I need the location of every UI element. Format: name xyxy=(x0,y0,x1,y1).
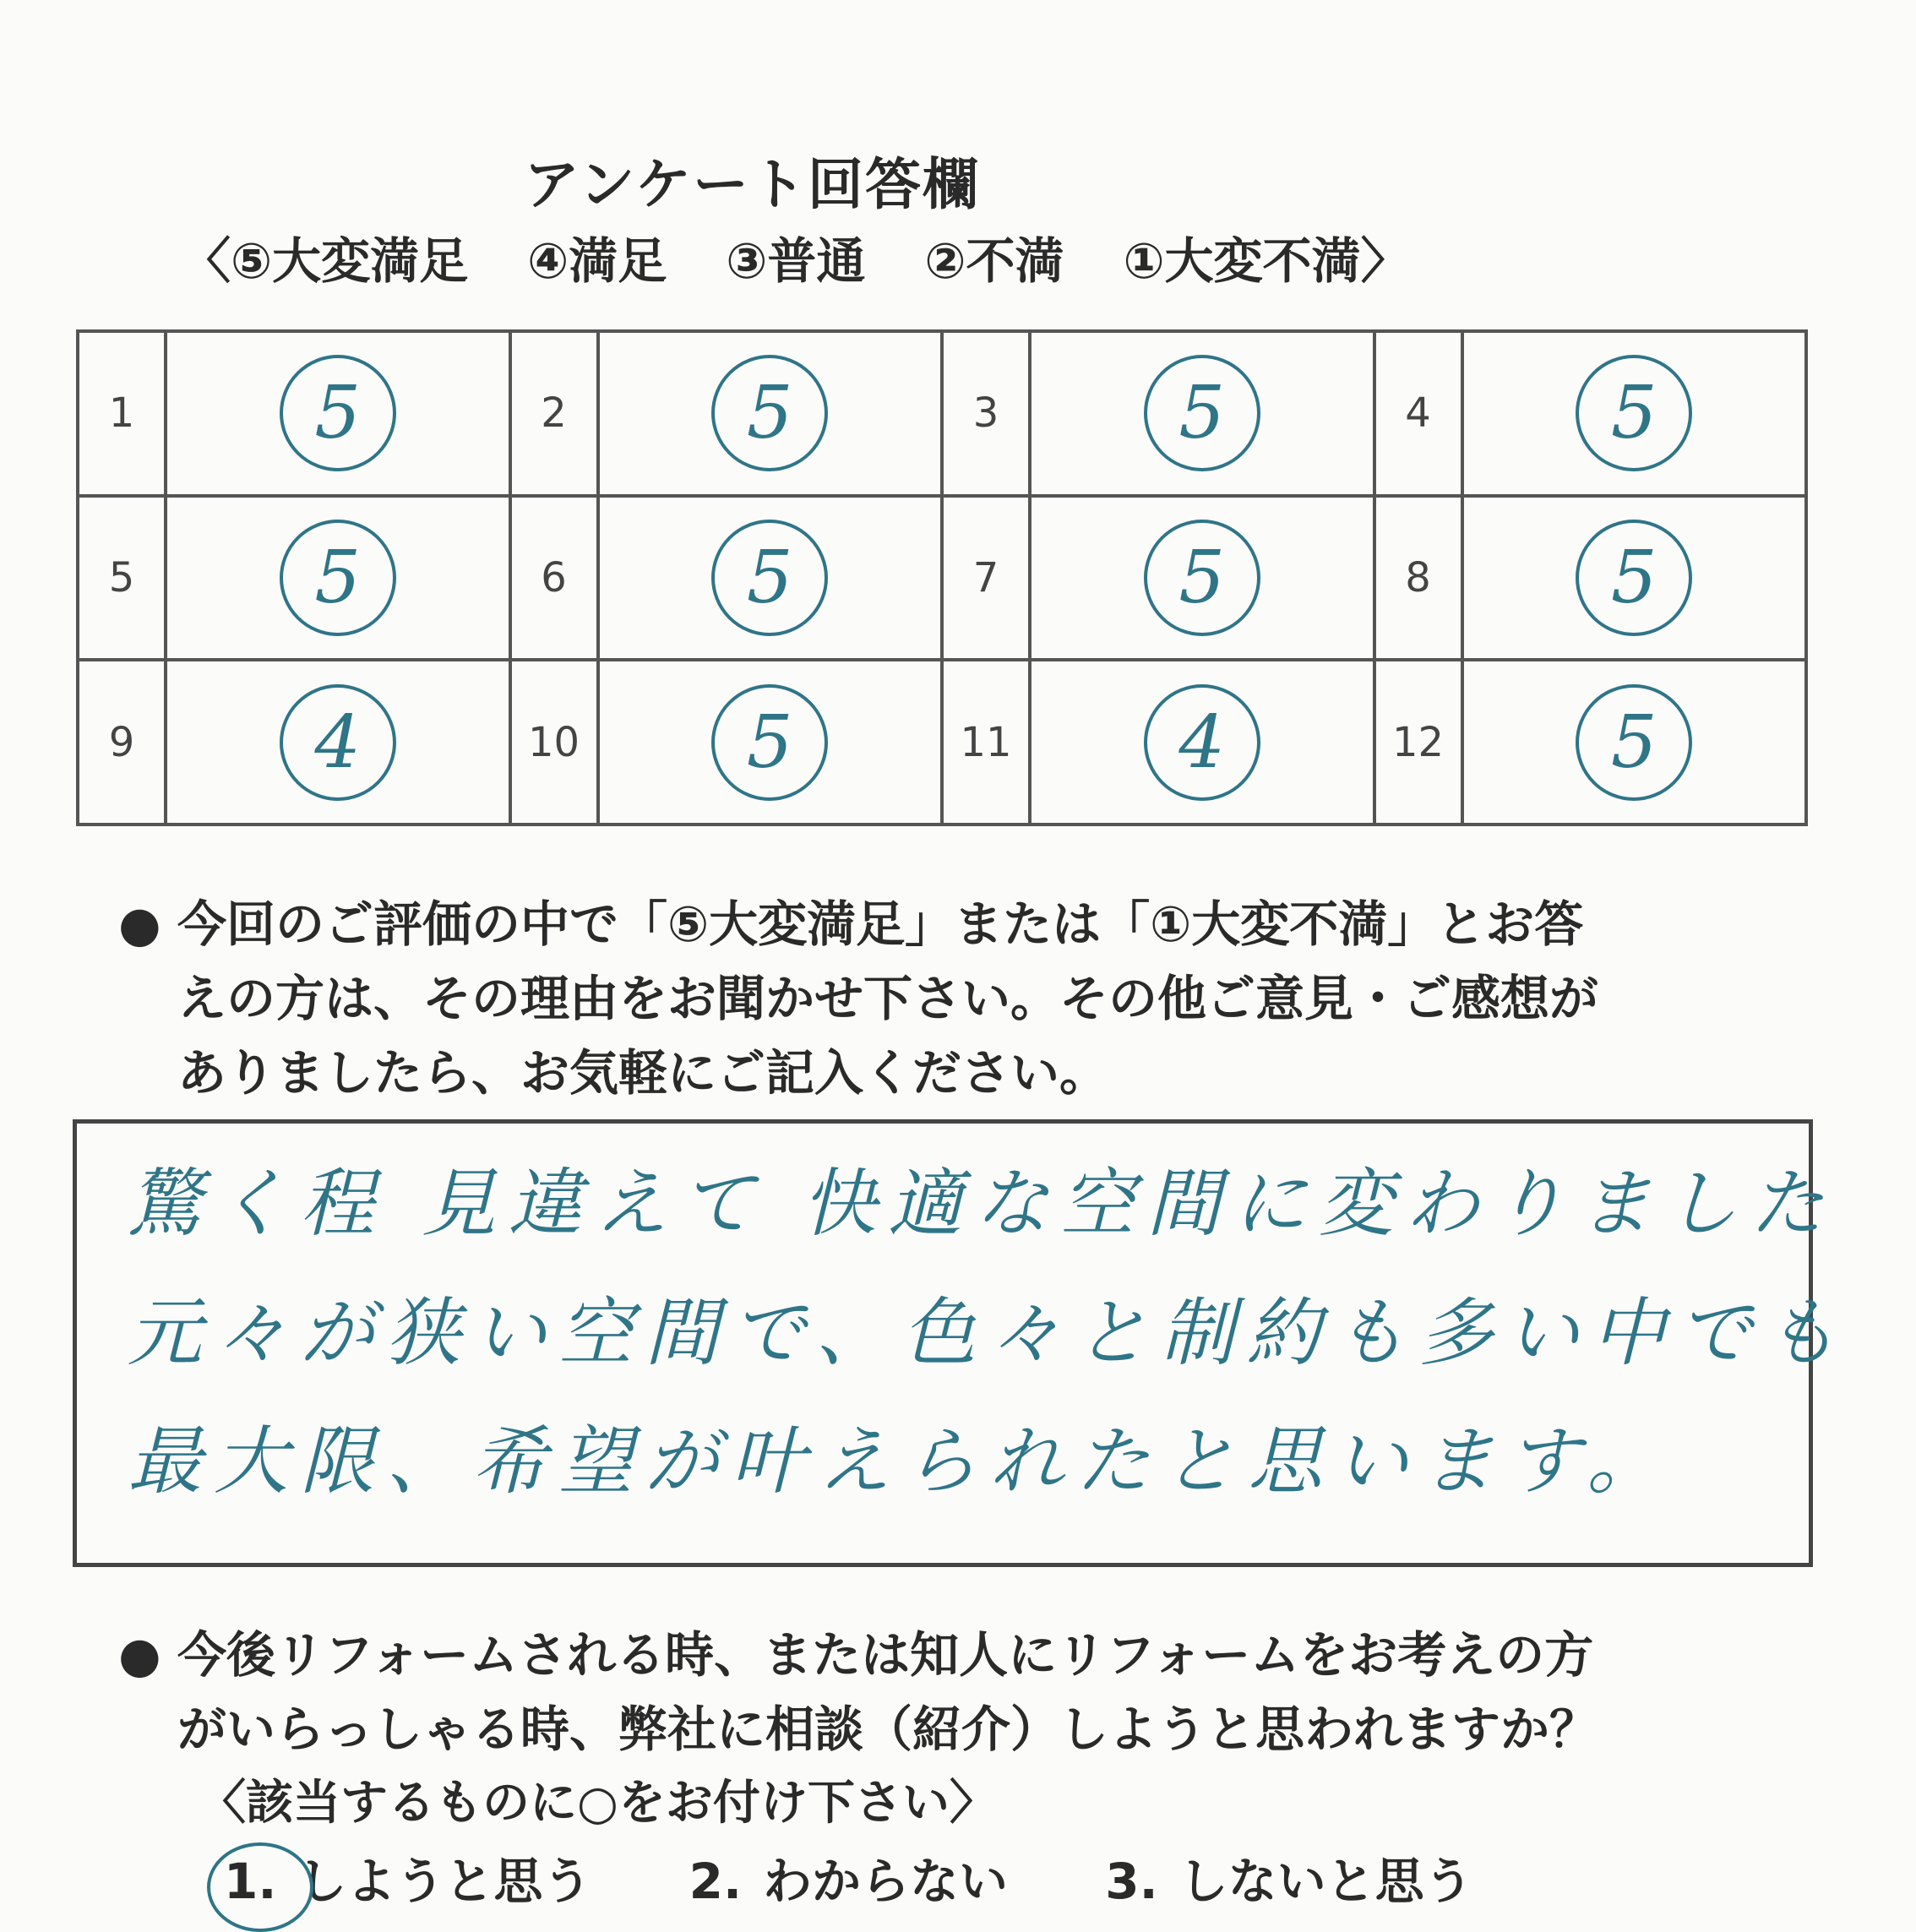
scale-close-bracket: 〉 xyxy=(1360,232,1410,290)
option-label: しないと思う xyxy=(1178,1853,1473,1910)
scale-item-4: ④満足 xyxy=(527,232,667,290)
circled-answer: 5 xyxy=(1144,520,1260,636)
option-3[interactable] xyxy=(1105,1853,1472,1910)
bullet-icon: ● xyxy=(118,895,161,953)
answer-cell[interactable] xyxy=(598,331,943,496)
option-2[interactable] xyxy=(689,1853,1026,1910)
answer-cell[interactable] xyxy=(1030,660,1374,825)
answer-cell[interactable] xyxy=(1030,331,1374,496)
scale-item-2: ②不満 xyxy=(924,232,1064,290)
circled-answer: 5 xyxy=(711,355,828,471)
scale-open-bracket: 〈 xyxy=(182,232,231,290)
answer-cell[interactable] xyxy=(1030,496,1374,661)
question-number: 9 xyxy=(78,660,166,825)
question-number: 7 xyxy=(942,496,1030,661)
answer-cell[interactable] xyxy=(1462,331,1807,496)
answer-cell[interactable] xyxy=(598,496,943,661)
comment-question xyxy=(118,887,1808,1110)
question-number: 4 xyxy=(1374,331,1462,496)
scale-item-5: ⑤大変満足 xyxy=(231,232,469,290)
circled-answer: 5 xyxy=(1576,520,1692,636)
question-line: がいらっしゃる時、弊社に相談（紹介）しようと思われますか？ xyxy=(177,1701,1599,1758)
option-number: 2. xyxy=(689,1853,742,1910)
circled-answer: 5 xyxy=(1576,355,1692,471)
question-number: 6 xyxy=(510,496,598,661)
handwritten-comment-line: 元々が狭い空間で、色々と制約も多い中でも xyxy=(128,1289,1850,1376)
bullet-icon: ● xyxy=(118,1626,161,1684)
comment-box[interactable] xyxy=(73,1119,1850,1567)
answer-cell[interactable] xyxy=(598,660,943,825)
question-line: 今後リフォームされる時、または知人にリフォームをお考えの方 xyxy=(177,1626,1594,1684)
answer-cell[interactable] xyxy=(166,331,510,496)
answer-cell[interactable] xyxy=(166,660,510,825)
circled-answer: 4 xyxy=(280,684,396,801)
selection-circle-icon xyxy=(207,1842,313,1932)
referral-question xyxy=(118,1618,1808,1766)
scale-item-1: ①大変不満 xyxy=(1123,232,1361,290)
scale-item-3: ③普通 xyxy=(726,232,866,290)
circled-answer: 5 xyxy=(711,684,828,801)
option-label: しようと思う xyxy=(297,1853,592,1910)
handwritten-comment-line: 驚く程 見違えて 快適な空間に変わりました xyxy=(128,1160,1836,1247)
question-number: 10 xyxy=(510,660,598,825)
answer-cell[interactable] xyxy=(166,496,510,661)
question-line: えの方は、その理由をお聞かせ下さい。その他ご意見・ご感想が xyxy=(177,970,1599,1027)
circled-answer: 5 xyxy=(1144,355,1260,471)
handwritten-comment-line: 最大限、希望が叶えられたと思います。 xyxy=(128,1418,1673,1505)
rating-grid xyxy=(76,329,1808,826)
option-1[interactable] xyxy=(224,1853,609,1910)
circled-answer: 5 xyxy=(280,520,396,636)
question-number: 2 xyxy=(510,331,598,496)
question-number: 5 xyxy=(78,496,166,661)
question-number: 12 xyxy=(1374,660,1462,825)
form-title: アンケート回答欄 xyxy=(523,152,981,217)
instruction-text: 〈該当するものに○をお付け下さい〉 xyxy=(199,1776,997,1831)
circled-answer: 4 xyxy=(1144,684,1260,801)
referral-options xyxy=(224,1842,1554,1913)
rating-row xyxy=(78,331,1806,496)
question-line: 今回のご評価の中で「⑤大変満足」または「①大変不満」とお答 xyxy=(177,895,1584,953)
question-number: 1 xyxy=(78,331,166,496)
answer-cell[interactable] xyxy=(1462,660,1807,825)
option-label: わからない xyxy=(763,1853,1009,1910)
question-number: 8 xyxy=(1374,496,1462,661)
question-number: 11 xyxy=(942,660,1030,825)
rating-row xyxy=(78,496,1806,661)
circled-answer: 5 xyxy=(280,355,396,471)
circled-answer: 5 xyxy=(1576,684,1692,801)
question-line: ありましたら、お気軽にご記入ください。 xyxy=(177,1044,1109,1102)
question-number: 3 xyxy=(942,331,1030,496)
option-number: 3. xyxy=(1105,1853,1158,1910)
option-number: 1. xyxy=(224,1853,276,1910)
rating-scale-legend xyxy=(182,221,1410,292)
circled-answer: 5 xyxy=(711,520,828,636)
rating-row xyxy=(78,660,1806,825)
answer-cell[interactable] xyxy=(1462,496,1807,661)
